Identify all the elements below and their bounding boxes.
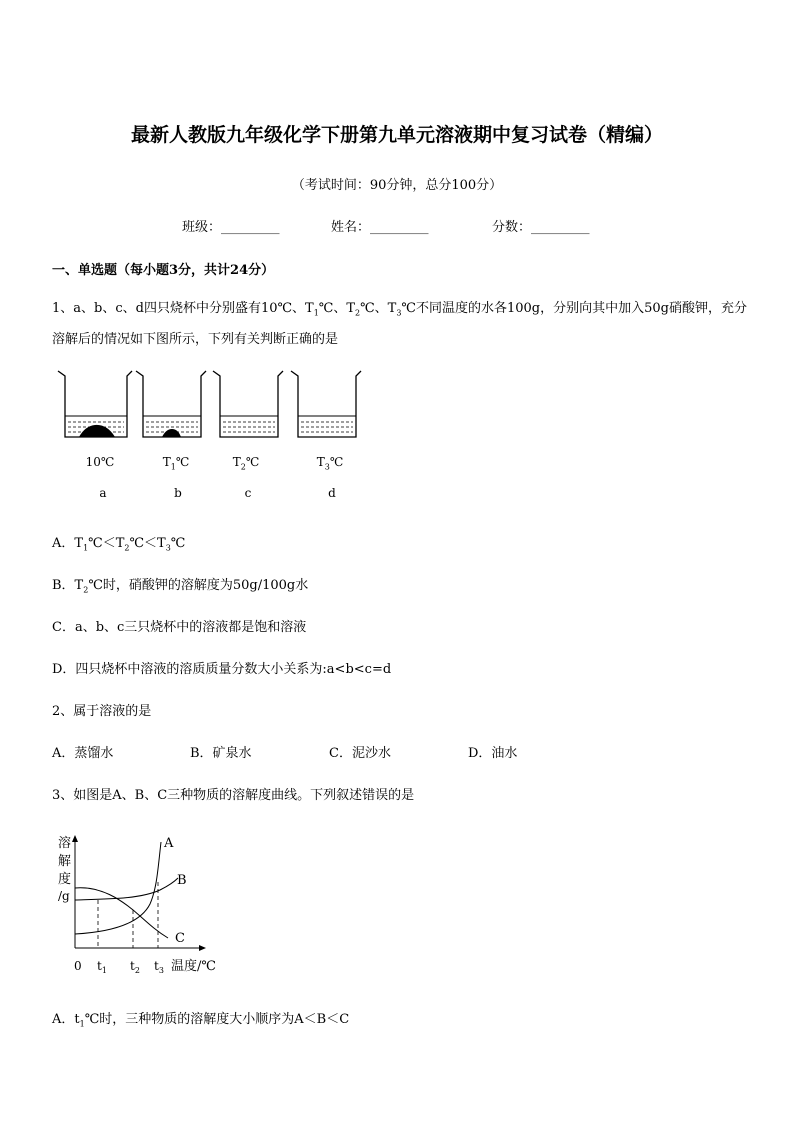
y-label-3: 度 xyxy=(58,872,72,887)
q2-option-c[interactable]: C．泥沙水 xyxy=(329,746,391,761)
curve-b-label: B xyxy=(177,873,187,888)
page-title: 最新人教版九年级化学下册第九单元溶液期中复习试卷（精编） xyxy=(130,124,663,146)
question-3-stem: 3、如图是A、B、C三种物质的溶解度曲线。下列叙述错误的是 xyxy=(52,788,415,803)
section-heading: 一、单选题（每小题3分，共计24分） xyxy=(52,263,275,278)
beaker-c-temp: $T_2℃$ xyxy=(232,455,260,472)
class-field: 班级：_________ xyxy=(182,220,280,235)
x-axis-label: 温度/℃ xyxy=(171,959,216,974)
curve-a-label: A xyxy=(164,836,174,851)
curve-c-label: C xyxy=(175,931,185,946)
tick-t3: $t_3$ xyxy=(154,959,164,975)
beaker-d-letter: d xyxy=(328,486,336,500)
beaker-a xyxy=(58,371,132,437)
name-field: 姓名：_________ xyxy=(331,220,429,235)
q1-option-c[interactable]: C．a、b、c三只烧杯中的溶液都是饱和溶液 xyxy=(52,620,307,635)
exam-time-note: （考试时间：90分钟，总分100分） xyxy=(291,178,503,193)
beaker-d xyxy=(291,371,361,437)
y-label-2: 解 xyxy=(58,854,72,869)
beaker-c xyxy=(213,371,283,437)
tick-t1: $t_1$ xyxy=(97,959,107,975)
q1-option-b[interactable]: B．$T_2℃$时，硝酸钾的溶解度为50g/100g水 xyxy=(52,578,309,595)
beakers-figure xyxy=(55,368,375,443)
beaker-b xyxy=(136,371,206,437)
y-label-1: 溶 xyxy=(58,836,72,851)
origin-label: 0 xyxy=(74,959,82,973)
q1-option-d[interactable]: D．四只烧杯中溶液的溶质质量分数大小关系为:a<b<c=d xyxy=(52,662,392,677)
beaker-b-letter: b xyxy=(174,486,182,500)
beaker-d-temp: $T_3℃$ xyxy=(316,455,344,472)
score-field: 分数：_________ xyxy=(492,220,590,235)
question-2-stem: 2、属于溶液的是 xyxy=(52,704,152,719)
q3-option-a[interactable]: A．$t_1℃$时，三种物质的溶解度大小顺序为A＜B＜C xyxy=(52,1012,350,1029)
beaker-c-letter: c xyxy=(244,486,252,500)
tick-t2: $t_2$ xyxy=(130,959,140,975)
solubility-curve-graph xyxy=(50,828,230,978)
q1-option-a[interactable]: A．$T_1℃<T_2℃<T_3℃$ xyxy=(52,536,186,553)
q2-option-a[interactable]: A．蒸馏水 xyxy=(52,746,114,761)
undissolved-solid-b xyxy=(162,429,181,437)
y-label-4: /g xyxy=(58,889,70,903)
q2-option-b[interactable]: B．矿泉水 xyxy=(190,746,252,761)
q2-option-d[interactable]: D．油水 xyxy=(468,746,518,761)
beaker-a-letter: a xyxy=(99,486,107,500)
beaker-b-temp: $T_1℃$ xyxy=(162,455,190,472)
question-1-stem: 1、a、b、c、d四只烧杯中分别盛有10℃、$T_1℃$、$T_2℃$、$T_3℃$不同温度的水各100g，分别向其中加入50g硝酸钾，充分溶解后的情况如下图所示，下列有关判断正确的是 xyxy=(52,301,747,347)
curve-c xyxy=(75,888,168,938)
beaker-a-temp: 10℃ xyxy=(85,455,115,469)
